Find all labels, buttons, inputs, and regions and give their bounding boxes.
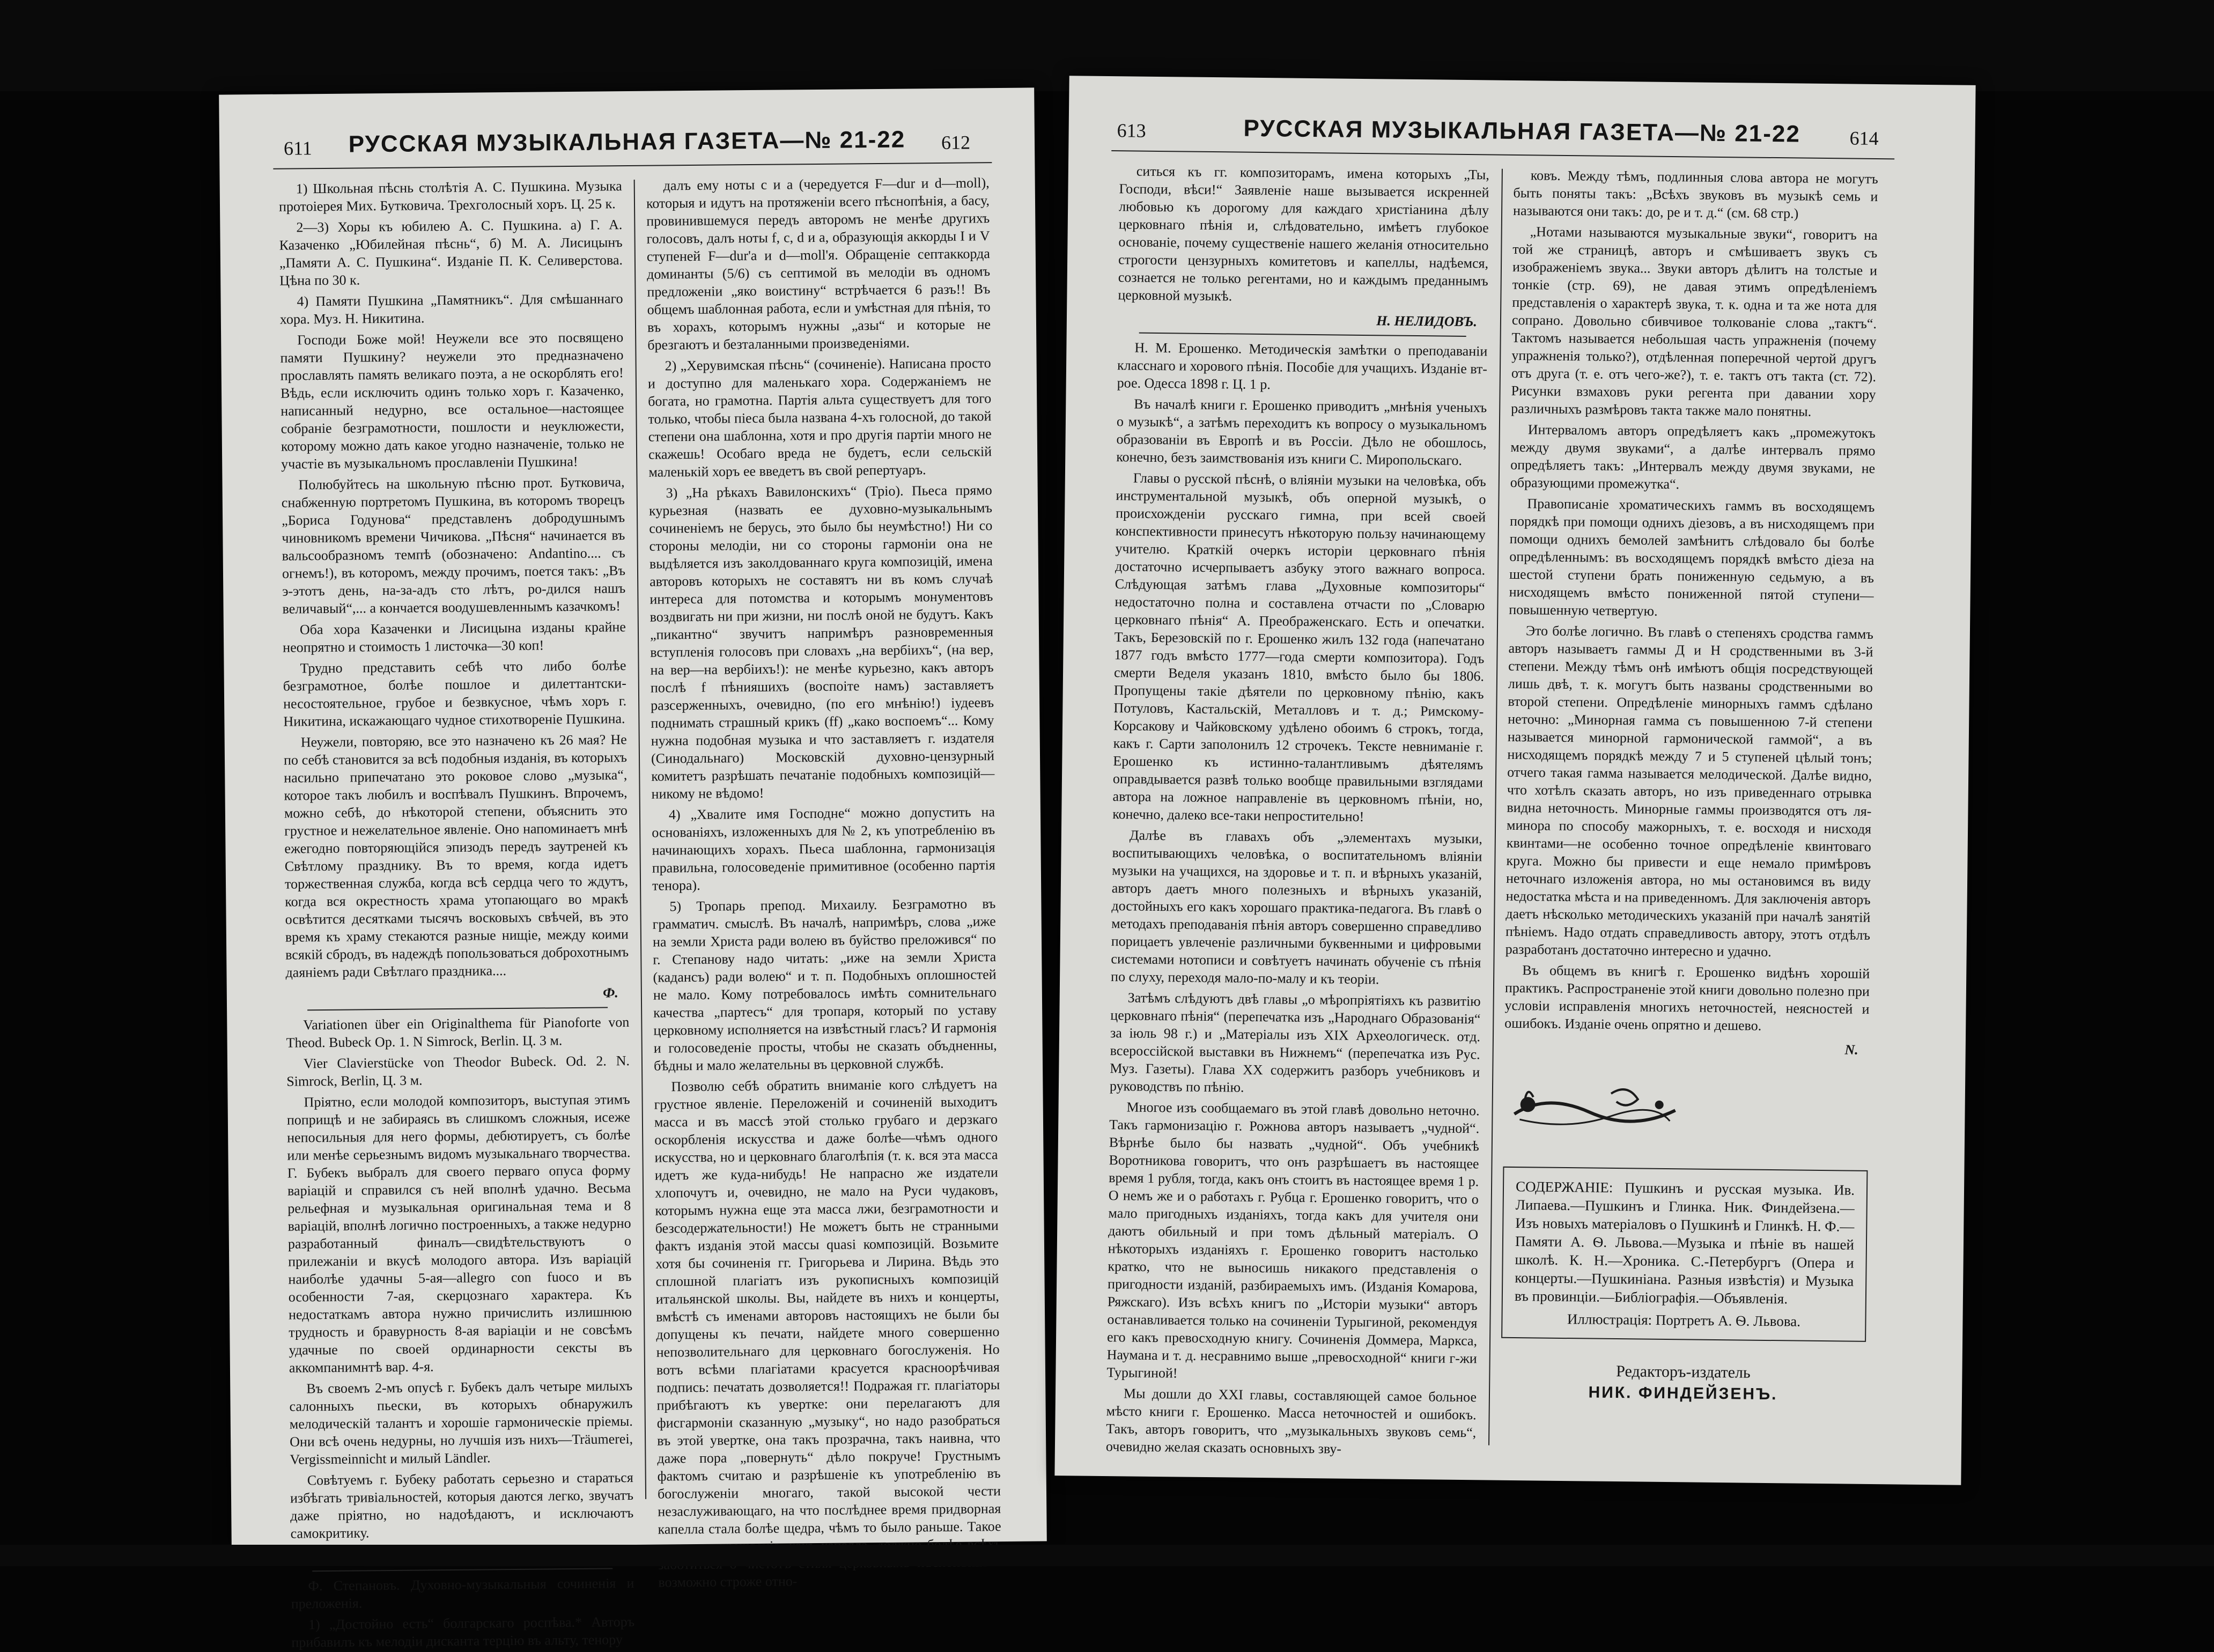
text-paragraph: Variationen über ein Originalthema für Pianoforte von Theod. Bubeck Op. 1. N Simrock, Berlin. Ц. 3 м. [286, 1014, 630, 1051]
text-paragraph: Правописаніе хроматическихъ гаммъ въ восходящемъ порядкѣ при помощи однихъ діезовъ, а въ нисходящемъ при помощи однихъ бемолей замѣнитъ слѣдовало бы болѣе опредѣленнымъ: въ восходящемъ порядкѣ вмѣсто діеза на шестой ступени брать пониженную седьмую, а въ нисходящемъ вмѣсто пониженной пятой ступени—повышенную четвертую. [1509, 496, 1875, 619]
text-paragraph: „Нотами называются музыкальные звуки“, говоритъ на той же страницѣ, авторъ и смѣшиваетъ звукъ съ изображеніемъ звука... Звуки авторъ дѣлитъ на толстые и тонкіе (стр. 69), не давая этимъ опредѣленіемъ представленія о характерѣ звука, т. к. одна и та же нота для сопрано. Довольно сбивчивое толкованіе слова „тактъ“. Тактомъ называется небольшая часть упражненія (почему упражненія только?), отдѣленная поперечной чертой другъ отъ друга (т. е. отъ чего-же?), т. е. тактъ отъ такта (ст. 72). Рисунки взмаховъ руки регента при давании хору различныхъ размѣровъ такта также мало понятны. [1511, 224, 1878, 419]
text-paragraph: Это болѣе логично. Въ главѣ о степеняхъ сродства гаммъ авторъ называетъ гаммы Д и Н сродственными въ 3-й степени. Между тѣмъ онѣ имѣютъ общія посредствующей лишь двѣ, т. к. могутъ быть названы сродственными во второй степени. Опредѣленіе минорныхъ гаммъ сдѣлано неточно: „Минорная гамма съ повышенною 7-й степени называется минорной гармонической гаммой“, а въ нисходящемъ порядкѣ между 7 и 5 ступеней цѣлый тонъ; отчего такая гамма называется мелодической. Далѣе видно, что хотѣлъ сказать авторъ, но изъ приведеннаго отрывка видна неточность. Минорные гаммы производятся отъ ля-минора по способу мажорныхъ, т. е. восходя и нисходя квинтами—не особенно точное опредѣленіе квинтоваго круга. Можно бы привести и еще немало примѣровъ неточнаго изложенія автора, но мы остановимся въ виду недостатка мѣста и на приведенномъ. Для заключенія авторъ даетъ нѣсколько методическихъ указаній при началѣ занятій пѣніемъ. Надо отдать справедливость автору, этотъ отдѣлъ разработанъ достаточно интересно и удачно. [1505, 623, 1874, 960]
text-paragraph: Н. М. Ерошенко. Методическія замѣтки о преподаваніи класснаго и хорового пѣнія. Пособіе для учащихъ. Изданіе вт-рое. Одесса 1898 г. Ц. 1 р. [1117, 340, 1488, 393]
publisher-block [1501, 1360, 1866, 1406]
column-divider [634, 180, 646, 1499]
text-paragraph: 4) Памяти Пушкина „Памятникъ“. Для смѣшаннаго хора. Муз. Н. Никитина. [279, 291, 623, 327]
text-paragraph: Vier Clavierstücke von Theodor Bubeck. Od. 2. N. Simrock, Berlin, Ц. 3 м. [286, 1053, 630, 1089]
right-column-1 [1105, 162, 1489, 1457]
text-paragraph: 4) „Хвалите имя Господне“ можно допустить на основаніяхъ, изложенныхъ для № 2, къ употребленію въ начинающихъ хорахъ. Пьеса шаблонна, гармонизація правильна, голосоведеніе примитивное (особенно партія тенора). [652, 804, 995, 894]
right-page-header [1068, 113, 1975, 160]
text-paragraph: Совѣтуемъ г. Бубеку работать серьезно и стараться избѣгать тривіальностей, которыя даются легко, звучатъ даже пріятно, но надоѣдаютъ, и исключаютъ самокритику. [290, 1470, 634, 1542]
page-number-612: 612 [941, 131, 971, 153]
text-paragraph: Мы дошли до XXI главы, составляющей самое больное мѣсто книги г. Ерошенко. Масса неточностей и ошибокъ. Такъ, авторъ говоритъ, что „музыкальныхъ звуковъ семь“, очевидно желая сказать основныхъ зву- [1105, 1385, 1477, 1457]
text-paragraph: Главы о русской пѣснѣ, о вліяніи музыки на человѣка, объ инструментальной музыкѣ, объ оперной музыкѣ, о происхожденіи русскаго гимна, при всей своей конспективности принесутъ нѣкоторую пользу начинающему учителю. Краткій очеркъ исторіи церковнаго пѣнія достаточно исчерпываетъ азбуку этого важнаго вопроса. Слѣдующая затѣмъ глава „Духовные композиторы“ недостаточно полна и составлена отчасти по „Словарю церковнаго пѣнія“ А. Преображенскаго. Есть и опечатки. Такъ, Березовскій по г. Ерошенко жилъ 132 года (напечатано 1877 годъ вмѣсто 1777—года смерти композитора). Годъ смерти Веделя указанъ 1810, вмѣсто было бы 1806. Пропущены такіе дѣятели по церковному пѣнію, какъ Потуловъ, Кастальскій, Металловъ и т. д.; Римскому-Корсакову и Чайковскому удѣлено обоимъ 6 строкъ, тогда, какъ г. Сарти заполонилъ 12 строчекъ. Тексте невниманіе г. Ерошенко къ истинно-талантливымъ дѣятелямъ оправдывается развѣ только вообще правильными взглядами автора на ложное направленіе въ церковномъ пѣніи, но, конечно, далеко все-таки непростительно! [1112, 470, 1486, 825]
left-page [219, 87, 1047, 1650]
text-paragraph: ситься къ гг. композиторамъ, имена которыхъ „Ты, Господи, вѣси!“ Заявленіе наше вызывается искренней любовью къ дорогому для каждаго христіанина дѣлу церковнаго пѣнія и, слѣдовательно, имѣетъ глубокое основаніе, почему существеніе нашего желанія относительно строгости цензурныхъ комитетовъ и капеллы, надѣемся, сознается не только регентами, но и каждымъ преданнымъ церковной музыкѣ. [1118, 163, 1489, 304]
text-paragraph: 5) Тропарь препод. Михаилу. Безграмотно въ грамматич. смыслѣ. Въ началѣ, напримѣръ, слова „иже на земли Христа ради волею въ буйство преложився“ по г. Степанову надо читать: „иже на земли Христа (кадансъ) ради волею“ и т. п. Подобныхъ оплошностей не мало. Кому потребовалось имѣть сомнительнаго качества „партесъ“ для тропаря, который по уставу церковному исполняется на извѣстный гласъ? И гармонія и голосоведеніе просты, чтобы не сказать объдненны, бѣдны и мало желательны въ церковной службѣ. [652, 896, 997, 1074]
section-rule [312, 1568, 612, 1572]
text-paragraph: Многое изъ сообщаемаго въ этой главѣ довольно неточно. Такъ гармонизацію г. Рожнова авторъ называетъ „чудной“. Вѣрнѣе было бы назвать „чудной“. Объ учебникѣ Воротникова говоритъ, что онъ разрѣшаетъ въ настоящее время 1 рубля, тогда, какъ онъ стоитъ въ настоящее время 1 р. О немъ же и о работахъ г. Рубца г. Ерошенко говоритъ, что о мало пригодныхъ изданіяхъ, тогда какъ для учителя они даютъ обильный и при томъ дѣльный матеріалъ. О нѣкоторыхъ изданіяхъ г. Ерошенко говоритъ настолько кратко, что не выносишь никакого представленія о пригодности изданій, разбираемыхъ имъ. (Изданія Комарова, Ряжскаго). Изъ всѣхъ книгъ по „Исторіи музыки“ авторъ останавливается только на сочиненіи Турыгиной, рекомендуя его какъ превосходную книгу. Сочиненія Доммера, Маркса, Наумана и т. д. несравнимо выше „превосходной“ книги г-жи Турыгиной! [1106, 1099, 1480, 1381]
signature: N. [1844, 1042, 1858, 1058]
publisher-name: НИК. ФИНДЕЙЗЕНЪ. [1588, 1383, 1778, 1404]
column-divider [1488, 169, 1503, 1446]
illustration-note: Иллюстрація: Портретъ А. Ѳ. Львова. [1567, 1311, 1801, 1330]
text-paragraph: 1) Школьная пѣснь столѣтія А. С. Пушкина. Музыка протоіерея Мих. Бутковича. Трехголосный хоръ. Ц. 25 к. [278, 178, 622, 215]
signature: Н. НЕЛИДОВЪ. [1376, 313, 1478, 330]
text-paragraph: Неужели, повторяю, все это назначено къ 26 мая? Не по себѣ становится за всѣ подобныя изданія, въ которыхъ насильно припечатано это роковое слово „музыка“, которое такъ любилъ и воспѣвалъ Пушкинъ. Впрочемъ, можно себѣ, до нѣкоторой степени, объяснить это грустное и нежелательное явленіе. Оно напоминаетъ мнѣ ежегодно повторяющійся эпизодъ передъ заутреней къ Свѣтлому празднику. Въ то время, когда идетъ торжественная служба, когда всѣ сердца чего то ждутъ, когда вся окрестность храма утопающаго во мракѣ освѣтится десятками тысячъ восковыхъ свѣчей, въ это время къ храму стекаются разные нищіе, между коими всякій сбродъ, въ надеждѣ попользоваться доброхотнымъ даяніемъ ради Свѣтлаго праздника.... [283, 732, 629, 980]
left-column-1 [278, 177, 635, 1650]
text-paragraph: ковъ. Между тѣмъ, подлинныя слова автора не могутъ быть поняты такъ: „Всѣхъ звуковъ въ музыкѣ семь и называются они такъ: до, ре и т. д.“ (см. 68 стр.) [1512, 167, 1878, 222]
right-page [1054, 76, 1975, 1485]
text-paragraph: 2) „Херувимская пѣснь“ (сочиненіе). Написана просто и доступно для маленькаго хора. Содержаніемъ не богата, но грамотна. Партія альта существуетъ для того только, чтобы піеса была названа 4-хъ голосной, до такой степени она шаблонна, хотя и про другія партіи много не скажешь! Особаго вреда не будетъ, если сельскій маленькій хоръ ее введетъ въ свой репертуаръ. [647, 355, 992, 480]
scan-border-bottom [0, 1545, 2214, 1566]
text-paragraph: далъ ему ноты с и а (чередуется F—dur и d—moll), которыя и идутъ на протяженіи всего пѣснопѣнія, а басу, провинившемуся передъ авторомъ не менѣе другихъ голосовъ, далъ ноты f, c, d и а, образующія аккорды I и V ступеней F—dur'a и d—moll'я. Обращеніе септаккорда доминанты (5/6) съ септимой въ мелодіи въ одномъ предложеніи „яко воистину“ встрѣчается 6 разъ!! Въ общемъ шаблонная работа, если и умѣстная для пѣнія, то въ хорахъ, которымъ нужны „азы“ и которые не брезгаютъ и безталанными произведеніями. [646, 175, 991, 353]
text-paragraph: Интерваломъ авторъ опредѣляетъ какъ „промежутокъ между двумя звуками“, а далѣе интервалъ прямо опредѣляетъ такъ: „Интервалъ между двумя звуками, не образующими промежутка“. [1510, 422, 1876, 492]
text-paragraph: Ф. Степановъ. Духовно-музыкальныя сочиненія и преложенія. [291, 1575, 634, 1612]
text-paragraph: Далѣе въ главахъ объ „элементахъ музыки, воспитывающихъ человѣка, о воспитательномъ вліяніи музыки на учащихся, на здоровье и т. п. и вѣрныхъ указаній, авторъ даетъ много полезныхъ и вѣрныхъ указаній, достойныхъ его какъ хорошаго практика-педагога. Въ главѣ о методахъ преподаванія пѣнія авторъ совершенно справедливо порицаетъ увлеченіе различными буквенными и цифровыми системами нотописи и совѣтуетъ начинать обученіе съ пѣнія по слуху, переходя мало-по-малу и къ теоріи. [1110, 827, 1483, 987]
text-paragraph: Въ своемъ 2-мъ опусѣ г. Бубекъ далъ четыре милыхъ салонныхъ пьески, въ которыхъ обнаружилъ мелодическій талантъ и хорошіе гармоническіе пріемы. Они всѣ очень недурны, но лучшія изъ нихъ—Träumerei, Vergissmeinnicht и милый Ländler. [289, 1378, 633, 1467]
text-paragraph: Въ общемъ въ книгѣ г. Ерошенко видѣнъ хорошій практикъ. Распространеніе этой книги довольно полезно при условіи исправленія многихъ неточностей, неясностей и ошибокъ. Изданіе очень опрятно и дешево. [1504, 962, 1870, 1034]
right-column-2 [1500, 166, 1878, 1457]
text-paragraph: 1) „Достойно есть“ болгарскаго роспѣва.* Авторъ прибавилъ къ мелодіи дисканта терцію въ альту, тенору [291, 1614, 635, 1650]
text-paragraph: 2—3) Хоры къ юбилею А. С. Пушкина. а) Г. А. Казаченко „Юбилейная пѣснь“, б) М. А. Лисицынъ „Памяти А. С. Пушкина“. Изданіе П. К. Селиверстова. Цѣна по 30 к. [279, 217, 623, 289]
newspaper-title: РУССКАЯ МУЗЫКАЛЬНАЯ ГАЗЕТА—№ 21-22 [348, 126, 906, 158]
text-paragraph: 3) „На рѣкахъ Вавилонскихъ“ (Тріо). Пьеса прямо курьезная (назвать ее духовно-музыкальнымъ сочиненіемъ не берусь, это было бы неумѣстно!) Ни со стороны мелодіи, ни со стороны гармоніи она не выдѣляется изъ заколдованнаго круга композицій, имена авторовъ которыхъ не составятъ ни въ комъ случаѣ интереса для потомства и которымъ монументовъ воздвигать ни при жизни, ни послѣ оной не будутъ. Какъ „пикантно“ звучитъ напримѣръ разновременныя вступленія голосовъ при словахъ „на вербіихъ“, (на вер, на вер—на вербіихъ!): не менѣе курьезно, какъ авторъ послѣ f пѣнияшихъ (воспоіте намъ) заставляетъ разсерженныхъ, очевидно, (по его мнѣнію!) іудеевъ поднимать страшный крикъ (ff) „како воспоемъ“... Кому нужна подобная музыка и что заставляетъ г. издателя (Синодальнаго) Московскій духовно-цензурный комитетъ разрѣшать печатаніе подобныхъ композицій—никому не вѣдомо! [648, 482, 995, 802]
page-number-614: 614 [1849, 127, 1879, 150]
table-of-contents [1501, 1167, 1868, 1342]
text-paragraph: Въ началѣ книги г. Ерошенко приводитъ „мнѣнія ученыхъ о музыкѣ“, а затѣмъ переходитъ къ вопросу о музыкальномъ образованіи въ Европѣ и въ Россіи. Дѣло не обошлось, конечно, безъ заимствованія изъ книги С. Миропольскаго. [1116, 396, 1487, 468]
text-paragraph: Полюбуйтесь на школьную пѣсню прот. Бутковича, снабженную портретомъ Пушкина, въ которомъ творецъ „Бориса Годунова“ представленъ добродушнымъ чиновникомъ времени Чичикова. „Пѣсня“ начинается въ вальсообразномъ темпѣ (обозначено: Andantino.... съ огнемъ!), въ которомъ, между прочимъ, поется такъ: „Въ э-этотъ день, на-за-адъ сто лѣтъ, ро-дился нашъ величавый“,... а кончается воодушевленнымъ казачкомъ! [281, 474, 626, 617]
text-paragraph: Позволю себѣ обратить вниманіе кого слѣдуетъ на грустное явленіе. Переложеній и сочиненій выходитъ масса и въ массѣ этой столько грубаго и дерзкаго оскорбленія искусства и даже болѣе—чѣмъ одного искусства, но и церковнаго благолѣпія (т. к. вся эта масса идетъ же куда-нибудь! Не напрасно же издатели хлопочутъ и, очевидно, не мало на Руси чудаковъ, которымъ нужна еще эта масса лжи, безграмотности и безсодержательности!) Не можетъ быть не странными фактъ изданія этой массы quasi композицій. Возьмите хотя бы сочиненія гг. Григорьева и Лирина. Вѣдь это сплошной плагіатъ изъ рукописныхъ композицій итальянской школы. Вы, найдете въ нихъ и концерты, вмѣстѣ съ именами авторовъ настоящихъ не были бы допущены къ печати, найдете много совершенно непозволительнаго для церковнаго богослуженія. Но вотъ всѣми плагіатами красуется красноорѣчивая подпись: печатать дозволяется!! Подражая гг. плагіаторы прибѣгаютъ къ увертке: они перелагаютъ для фисгармоніи сказанную „музыку“, но надо разобраться въ этой увертке, она такъ прозрачна, такъ наивна, что даже пора „повернуть“ дѣло покруче! Грустнымъ фактомъ считаю и разрѣшеніе къ употребленію въ богослуженіи многаго, такой высокой чести незаслуживающаго, на что послѣднее время придворная капелла стала болѣе щедра, чѣмъ то было раньше. Такое всѣхъ возможно строже отно- [654, 1076, 1001, 1590]
text-paragraph: Трудно представить себѣ что либо болѣе безграмотное, болѣе пошлое и дилеттантски-несостоятельное, грубое и безвкусное, чѣмъ хоръ г. Никитина, искажающаго чудное стихотвореніе Пушкина. [283, 658, 627, 729]
text-paragraph: Господи Боже мой! Неужели все это посвящено памяти Пушкину? неужели это предназначено прославлять память великаго поэта, а не оскорблять его! Вѣдь, если исключить одинъ только хоръ г. Казаченко, написанный недурно, все остальное—настоящее собраніе безграмотности, пошлости и неуклюжести, которому можно дать какое угодно назначеніе, только не участіе въ музыкальномъ прославленіи Пушкина! [280, 329, 625, 472]
text-paragraph: Оба хора Казаченки и Лисицына изданы крайне неопрятно и стоимость 1 листочка—30 коп! [283, 619, 626, 655]
page-number-611: 611 [283, 137, 312, 159]
left-column-2 [646, 174, 1001, 1590]
section-rule [1139, 333, 1466, 337]
newspaper-title: РУССКАЯ МУЗЫКАЛЬНАЯ ГАЗЕТА—№ 21-22 [1243, 115, 1801, 148]
text-paragraph: Затѣмъ слѣдуютъ двѣ главы „о мѣропріятіяхъ къ развитію церковнаго пѣнія“ (перепечатка изъ „Народнаго Образованія“ за іюль 98 г.) и „Матеріалы изъ XIX Археологическ. отд. всероссійской выставки въ Нижнемъ“ (перепечатка изъ Рус. Муз. Газеты). Глава XX содержитъ разборъ учебниковъ и руководствъ по пѣнію. [1109, 990, 1481, 1095]
page-number-613: 613 [1117, 120, 1146, 142]
section-rule [307, 1007, 608, 1011]
signature: Ф. [603, 985, 618, 1001]
contents-text: СОДЕРЖАНІЕ: Пушкинъ и русская музыка. Ив. Липаева.—Пушкинъ и Глинка. Ник. Финдейзена.—Изъ новыхъ матеріаловъ о Пушкинѣ и Глинкѣ. Н. Ф.—Памяти А. Ѳ. Львова.—Музыка и пѣніе въ нашей школѣ. К. Н.—Хроника. С.-Петербургъ (Опера и концерты.—Пушкиніана. Разныя извѣстія) и Музыка въ провинціи.—Библіографія.—Объявленія. [1514, 1178, 1855, 1307]
publisher-label: Редакторъ-издатель [1616, 1362, 1751, 1382]
floral-ornament-icon [1503, 1076, 1686, 1138]
text-paragraph: Пріятно, если молодой композиторъ, выступая этимъ поприщѣ и не забираясь въ слишкомъ сложныя, исеже непосильныя для него формы, дебютируетъ, съ болѣе или менѣе серьезнымъ видомъ музыкальнаго творчества. Г. Бубекъ выбралъ для своего перваго опуса форму варіацій и справился съ ней вполнѣ удачно. Весьма рельефная и музыкальная оригинальная тема и 8 варіацій, вполнѣ логично построенныхъ, а также недурно разработанный финалъ—свидѣтельствуютъ о прилежаніи и вкусѣ молодого автора. Изъ варіацій наиболѣе удачны 5-ая—allegro con fuoco и въ особенности 7-ая, скерцознаго характера. Къ недостаткамъ автора нужно причислить излишнюю трудность и бравурность 8-ая варіаціи и не совсѣмъ удачные по своей ординарности сексты въ аккомпанимнтѣ вар. 4-я. [286, 1092, 632, 1376]
